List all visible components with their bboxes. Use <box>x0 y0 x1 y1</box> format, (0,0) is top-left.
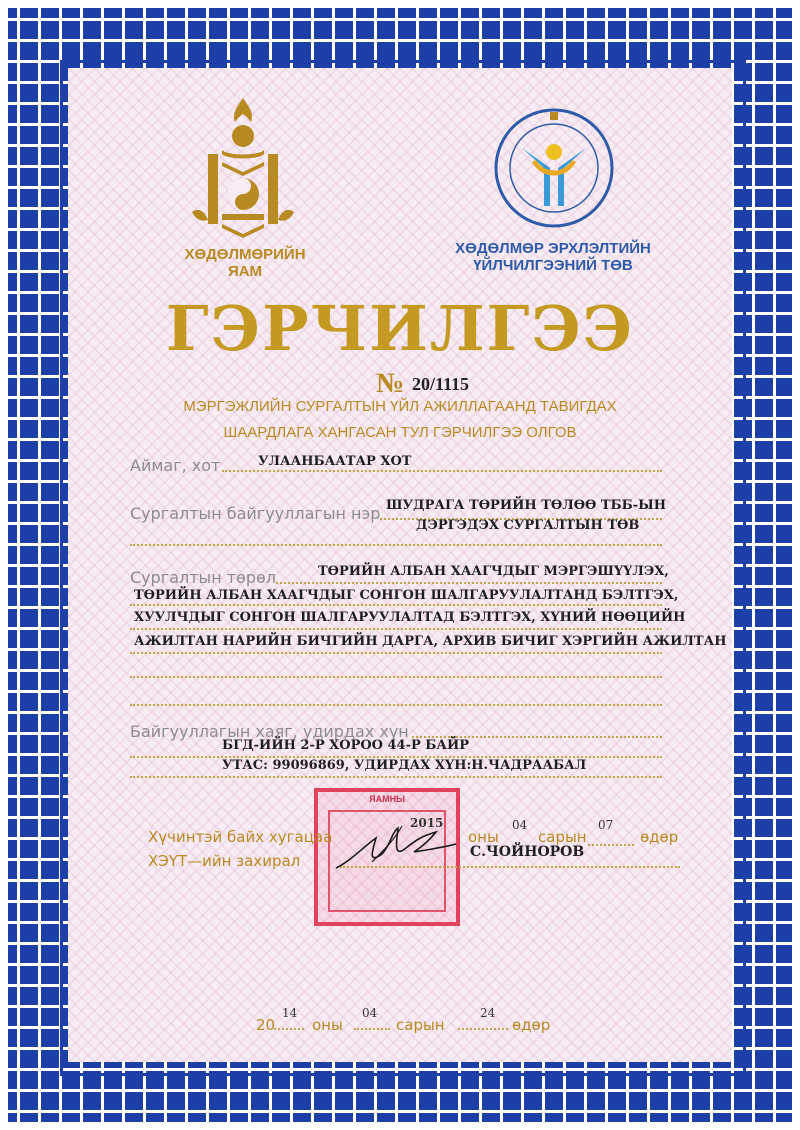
validity-month: 04 <box>512 818 528 832</box>
training-type-line2: ТӨРИЙН АЛБАН ХААГЧДЫГ СОНГОН ШАЛГАРУУЛАЛТАНД БЭЛТГЭХ, <box>134 588 679 603</box>
stamp-text: ЯАМНЫ <box>369 794 405 804</box>
training-type-line4: АЖИЛТАН НАРИЙН БИЧГИЙН ДАРГА, АРХИВ БИЧИГ ХЭРГИЙН АЖИЛТАН <box>134 634 727 649</box>
org-name-value-line1: ШУДРАГА ТӨРИЙН ТӨЛӨӨ ТББ-ЫН <box>386 498 667 513</box>
validity-label: Хүчинтэй байх хугацаа <box>148 828 333 846</box>
labour-center-line1: ХӨДӨЛМӨР ЭРХЛЭЛТИЙН <box>455 240 651 257</box>
address-value-line1: БГД-ИЙН 2-Р ХОРОО 44-Р БАЙР <box>222 738 470 753</box>
soyombo-emblem-icon <box>188 94 298 244</box>
dotted-line <box>130 676 662 678</box>
dotted-line <box>130 704 662 706</box>
aimag-label: Аймаг, хот <box>130 456 221 475</box>
dotted-line <box>130 544 662 546</box>
certificate-number: 20/1115 <box>412 374 470 394</box>
dotted-line <box>130 652 662 654</box>
dotted-line <box>130 776 662 778</box>
issue-date-day-unit: өдөр <box>512 1016 551 1034</box>
dotted-line <box>354 1028 390 1030</box>
subtitle-line1: МЭРГЭЖЛИЙН СУРГАЛТЫН ҮЙЛ АЖИЛЛАГААНД ТАВИГДАХ <box>183 398 617 415</box>
org-name-value-line2: ДЭРГЭДЭХ СУРГАЛТЫН ТӨВ <box>416 518 640 533</box>
dotted-line <box>274 1028 304 1030</box>
issue-date-year-unit: оны <box>312 1016 343 1034</box>
labour-center-line2: ҮЙЛЧИЛГЭЭНИЙ ТӨВ <box>473 257 633 274</box>
dotted-line <box>222 470 662 472</box>
validity-year: 2015 <box>410 816 444 830</box>
org-name-label: Сургалтын байгууллагын нэр <box>130 504 381 523</box>
training-type-label: Сургалтын төрөл <box>130 568 277 587</box>
dotted-line <box>276 582 662 584</box>
validity-day-unit: өдөр <box>640 828 679 846</box>
certificate-title: ГЭРЧИЛГЭЭ <box>165 292 635 365</box>
labour-center-logo-icon <box>492 106 616 230</box>
director-name: С.ЧОЙНОРОВ <box>470 844 585 860</box>
dotted-line <box>588 844 634 846</box>
issue-date-day: 24 <box>480 1006 496 1020</box>
validity-day: 07 <box>598 818 614 832</box>
address-value-line2: УТАС: 99096869, УДИРДАХ ХҮН:Н.ЧАДРААБАЛ <box>222 758 587 773</box>
training-type-line1: ТӨРИЙН АЛБАН ХААГЧДЫГ МЭРГЭШҮҮЛЭХ, <box>318 564 669 579</box>
labour-center-name <box>418 240 688 274</box>
dotted-line <box>130 628 662 630</box>
ministry-name <box>160 246 330 280</box>
validity-year-unit: оны <box>468 828 499 846</box>
ministry-name-line1: ХӨДӨЛМӨРИЙН <box>184 246 306 263</box>
ministry-name-line2: ЯАМ <box>227 263 263 280</box>
aimag-value: УЛААНБААТАР ХОТ <box>258 454 412 469</box>
validity-month-unit: сарын <box>538 828 587 846</box>
dotted-line <box>458 1028 508 1030</box>
director-label: ХЭҮТ—ийн захирал <box>148 852 301 870</box>
issue-date-prefix: 20 <box>256 1016 276 1034</box>
dotted-line <box>130 604 662 606</box>
issue-date-year: 14 <box>282 1006 298 1020</box>
number-symbol: № <box>376 368 405 399</box>
issue-date-month: 04 <box>362 1006 378 1020</box>
signature-icon <box>332 818 462 878</box>
subtitle-line2: ШААРДЛАГА ХАНГАСАН ТУЛ ГЭРЧИЛГЭЭ ОЛГОВ <box>223 424 577 441</box>
training-type-line3: ХУУЛЧДЫГ СОНГОН ШАЛГАРУУЛАЛТАД БЭЛТГЭХ, ХҮНИЙ НӨӨЦИЙН <box>134 610 686 625</box>
issue-date-month-unit: сарын <box>396 1016 445 1034</box>
address-label: Байгууллагын хаяг, удирдах хүн <box>130 722 409 741</box>
